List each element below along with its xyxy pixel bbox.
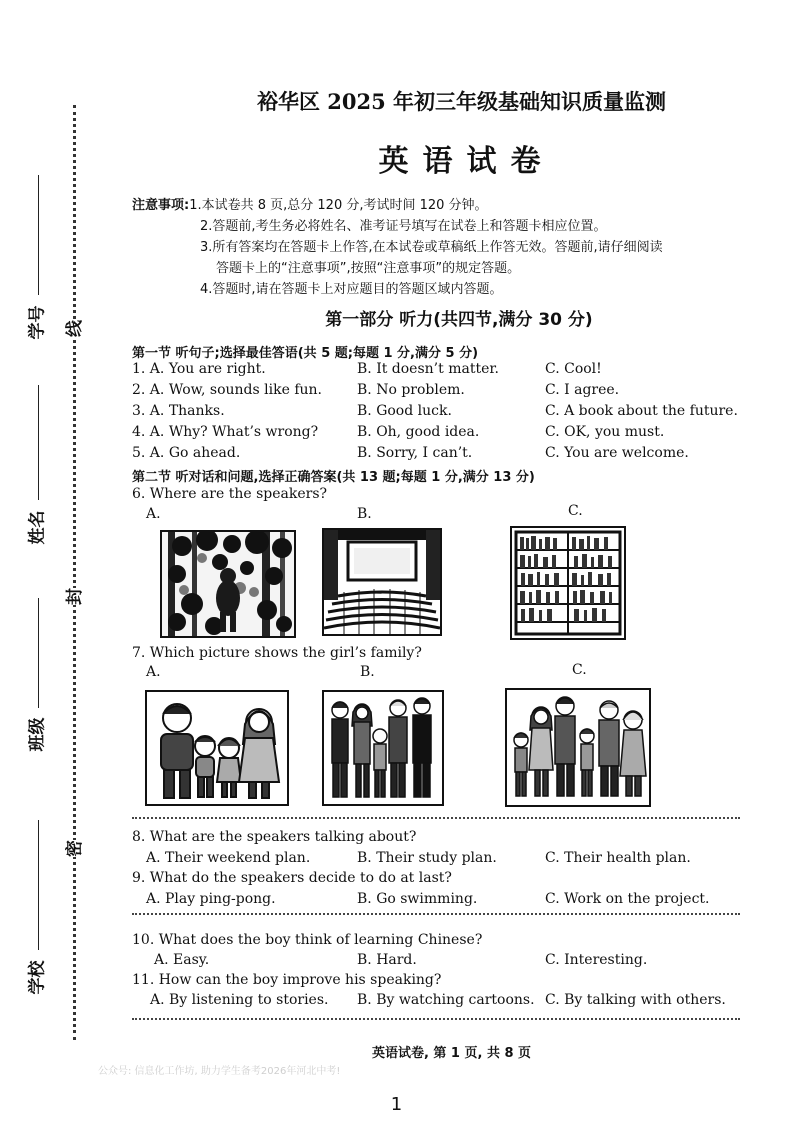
option-a: A. Their weekend plan. — [146, 850, 311, 866]
pic-label-a: A. — [146, 506, 161, 522]
cut-mark-seal: 封 — [56, 588, 89, 605]
notes-label: 注意事项: — [132, 198, 190, 213]
option-a: 1. A. You are right. — [132, 361, 266, 377]
option-c: C. Interesting. — [545, 952, 648, 968]
divider — [132, 913, 740, 915]
subject-title: 英语试卷 — [378, 144, 555, 179]
class-blank — [38, 598, 39, 708]
question-stem: 10. What does the boy think of learning Chinese? — [132, 932, 483, 948]
note-item: 答题卡上的“注意事项”,按照“注意事项”的规定答题。 — [216, 261, 521, 276]
page-number: 1 — [390, 1094, 403, 1115]
pic-label-c: C. — [568, 503, 583, 519]
option-b: B. No problem. — [357, 382, 465, 398]
question-stem: 8. What are the speakers talking about? — [132, 829, 417, 845]
option-b: B. Their study plan. — [357, 850, 497, 866]
forest-image — [160, 530, 296, 638]
option-c: C. Work on the project. — [545, 891, 710, 907]
divider — [132, 817, 740, 819]
option-c: C. A book about the future. — [545, 403, 738, 419]
name-label: 姓名 — [27, 510, 48, 545]
option-b: B. Good luck. — [357, 403, 452, 419]
option-b: B. Sorry, I can’t. — [357, 445, 473, 461]
option-c: C. OK, you must. — [545, 424, 665, 440]
family-image-b — [322, 690, 444, 806]
option-c: C. By talking with others. — [545, 992, 726, 1008]
family-image-c — [505, 688, 651, 807]
option-b: B. Go swimming. — [357, 891, 478, 907]
pic-label-b: B. — [357, 506, 372, 522]
student-id-blank — [38, 175, 39, 295]
pic-label-b: B. — [360, 664, 375, 680]
note-item: 4.答题时,请在答题卡上对应题目的答题区域内答题。 — [200, 282, 503, 297]
option-a: 2. A. Wow, sounds like fun. — [132, 382, 322, 398]
option-c: C. You are welcome. — [545, 445, 689, 461]
class-label: 班级 — [27, 717, 48, 752]
note-item: 1.本试卷共 8 页,总分 120 分,考试时间 120 分钟。 — [189, 198, 488, 213]
part-title: 第一部分 听力(共四节,满分 30 分) — [325, 310, 593, 330]
section-title: 第一节 听句子;选择最佳答语(共 5 题;每题 1 分,满分 5 分) — [132, 346, 479, 361]
option-a: A. Easy. — [154, 952, 210, 968]
option-b: B. Hard. — [357, 952, 417, 968]
divider — [132, 1018, 740, 1020]
watermark: 公众号: 信息化工作坊, 助力学生备考2026年河北中考! — [98, 1066, 341, 1077]
note-item: 2.答题前,考生务必将姓名、准考证号填写在试卷上和答题卡相应位置。 — [200, 219, 607, 234]
option-b: B. Oh, good idea. — [357, 424, 480, 440]
option-c: C. Their health plan. — [545, 850, 691, 866]
exam-title: 裕华区 2025 年初三年级基础知识质量监测 — [256, 89, 667, 114]
note-item: 3.所有答案均在答题卡上作答,在本试卷或草稿纸上作答无效。答题前,请仔细阅读 — [200, 240, 663, 255]
student-id-label: 学号 — [27, 305, 48, 340]
option-a: A. By listening to stories. — [150, 992, 329, 1008]
option-a: 3. A. Thanks. — [132, 403, 225, 419]
pic-label-a: A. — [146, 664, 161, 680]
option-a: A. Play ping-pong. — [146, 891, 276, 907]
question-stem: 7. Which picture shows the girl’s family? — [132, 645, 422, 661]
option-c: C. I agree. — [545, 382, 620, 398]
school-blank — [38, 820, 39, 950]
binding-dotted-line — [73, 105, 76, 1040]
option-a: 5. A. Go ahead. — [132, 445, 241, 461]
option-a: 4. A. Why? What’s wrong? — [132, 424, 319, 440]
cut-mark-line: 线 — [56, 320, 89, 337]
question-stem: 11. How can the boy improve his speaking? — [132, 972, 442, 988]
library-image — [510, 526, 626, 640]
page-info: 英语试卷, 第 1 页, 共 8 页 — [371, 1046, 532, 1061]
cut-mark-secret: 密 — [56, 840, 89, 857]
pic-label-c: C. — [572, 662, 587, 678]
name-blank — [38, 385, 39, 500]
option-b: B. By watching cartoons. — [357, 992, 535, 1008]
option-c: C. Cool! — [545, 361, 602, 377]
question-stem: 9. What do the speakers decide to do at last? — [132, 870, 452, 886]
family-image-a — [145, 690, 289, 806]
cinema-image — [322, 528, 442, 636]
school-label: 学校 — [27, 960, 48, 995]
option-b: B. It doesn’t matter. — [357, 361, 499, 377]
section-title: 第二节 听对话和问题,选择正确答案(共 13 题;每题 1 分,满分 13 分) — [132, 470, 535, 485]
question-stem: 6. Where are the speakers? — [132, 486, 328, 502]
